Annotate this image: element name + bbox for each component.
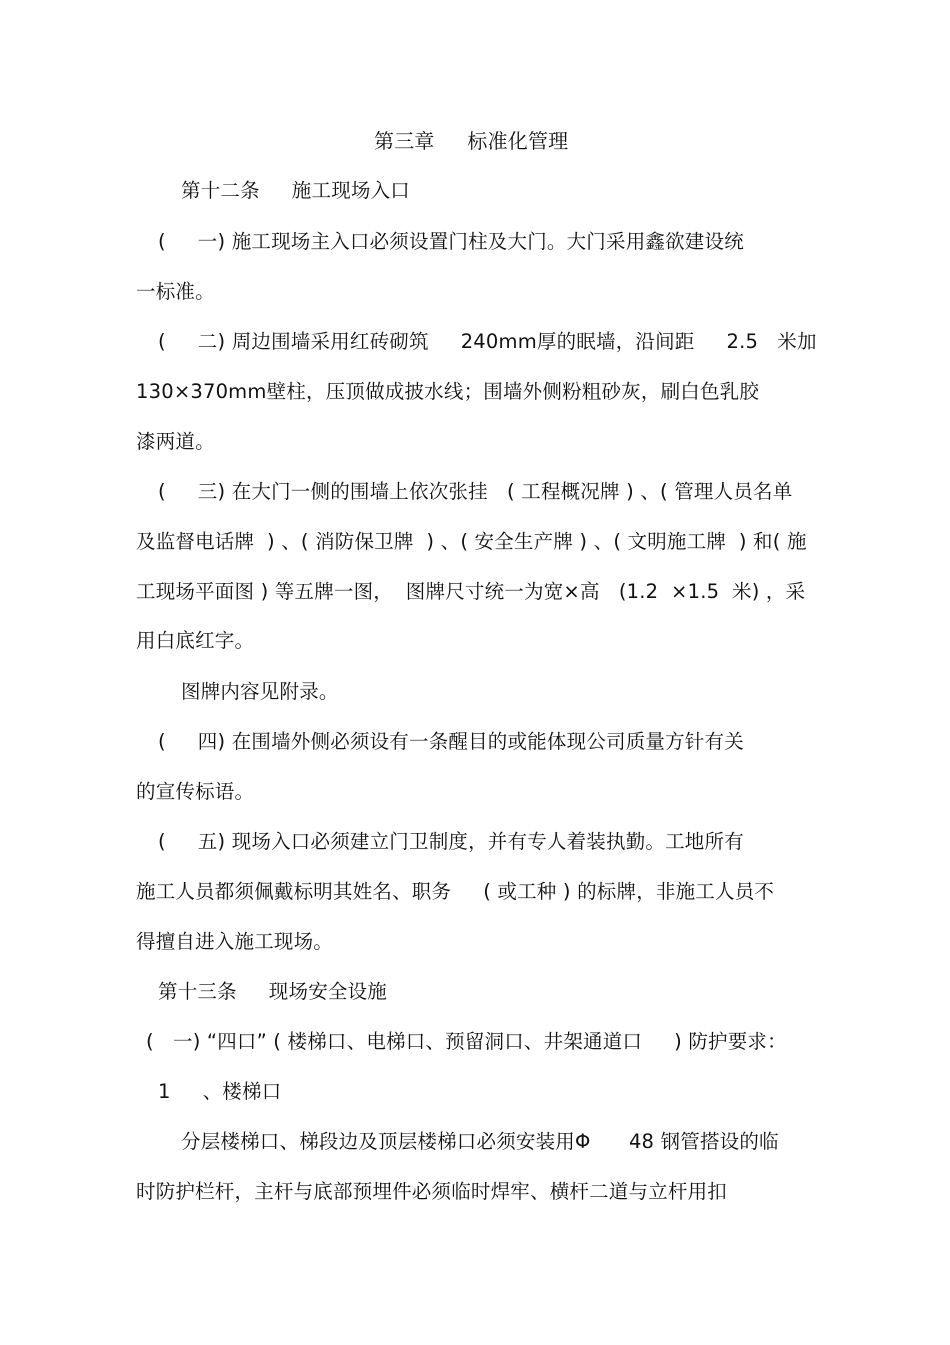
paragraph-line: ( 五) 现场入口必须建立门卫制度，并有专人着装执勤。工地所有 <box>158 830 744 853</box>
paragraph-line: 分层楼梯口、梯段边及顶层楼梯口必须安装用Φ 48 钢管搭设的临 <box>181 1130 779 1153</box>
paragraph-line: ( 三) 在大门一侧的围墙上依次张挂 ( 工程概况牌 ) 、( 管理人员名单 <box>158 480 793 503</box>
paragraph-line: ( 一) “四口” ( 楼梯口、电梯口、预留洞口、井架通道口 ) 防护要求： <box>146 1030 787 1053</box>
article-13-heading: 第十三条 现场安全设施 <box>158 980 387 1003</box>
paragraph-line: 及监督电话牌 ) 、( 消防保卫牌 ) 、( 安全生产牌 ) 、( 文明施工牌 ) 和( 施 <box>136 530 807 553</box>
paragraph-line: 用白底红字。 <box>136 629 255 652</box>
paragraph-line: 漆两道。 <box>136 430 215 453</box>
article-12-heading: 第十二条 施工现场入口 <box>181 179 410 202</box>
paragraph-line: 130×370mm壁柱，压顶做成披水线；围墙外侧粉粗砂灰，刷白色乳胶 <box>136 380 760 403</box>
paragraph-line: 的宣传标语。 <box>136 780 255 803</box>
paragraph-line: 工现场平面图 ) 等五牌一图， 图牌尺寸统一为宽×高 (1.2 ×1.5 米) ，采 <box>136 580 806 603</box>
paragraph-line: 施工人员都须佩戴标明其姓名、职务 ( 或工种 ) 的标牌，非施工人员不 <box>136 880 775 903</box>
paragraph-line: ( 四) 在围墙外侧必须设有一条醒目的或能体现公司质量方针有关 <box>158 730 744 753</box>
paragraph-line: ( 二) 周边围墙采用红砖砌筑 240mm厚的眠墙，沿间距 2.5 米加 <box>158 330 817 353</box>
chapter-title: 第三章 标准化管理 <box>374 129 569 153</box>
paragraph-line: 图牌内容见附录。 <box>181 680 339 703</box>
paragraph-line: 时防护栏杆，主杆与底部预埋件必须临时焊牢、横杆二道与立杆用扣 <box>136 1180 728 1203</box>
paragraph-line: 一标准。 <box>136 280 215 303</box>
paragraph-line: 得擅自进入施工现场。 <box>136 930 334 953</box>
paragraph-line: ( 一) 施工现场主入口必须设置门柱及大门。大门采用鑫欲建设统 <box>158 230 744 253</box>
subsection-heading: 1 、楼梯口 <box>158 1080 282 1103</box>
